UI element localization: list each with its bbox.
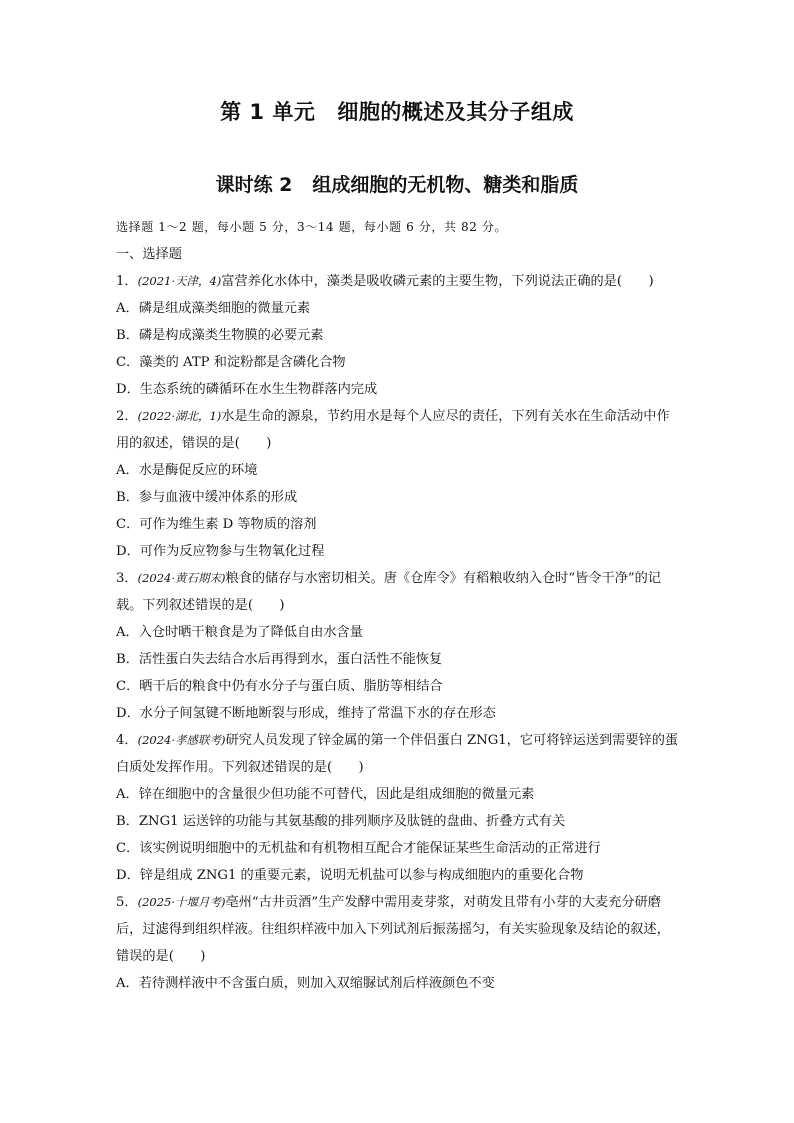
question-number: 5．	[116, 895, 138, 910]
question-number: 3．	[116, 571, 138, 586]
question-source: (2024·孝感联考)	[137, 733, 226, 747]
option-d: D．生态系统的磷循环在水生生物群落内完成	[116, 382, 378, 397]
question-text: 水是生命的源泉，节约用水是每个人应尽的责任，下列有关水在生命活动中作用的叙述，错误的是( )	[116, 409, 670, 451]
question-body	[116, 214, 682, 997]
option-a: A．入仓时晒干粮食是为了降低自由水含量	[116, 625, 363, 640]
option-b: B．活性蛋白失去结合水后再得到水，蛋白活性不能恢复	[116, 652, 443, 667]
question-4	[116, 727, 682, 889]
question-stem	[116, 268, 682, 295]
question-source: (2021·天津，4)	[137, 274, 222, 288]
option-c: C．可作为维生素 D 等物质的溶剂	[116, 517, 317, 532]
question-text: 研究人员发现了锌金属的第一个伴侣蛋白 ZNG1，它可将锌运送到需要锌的蛋白质处发挥作用。下列叙述错误的是( )	[116, 733, 679, 775]
question-5	[116, 889, 682, 997]
option-d: D．锌是组成 ZNG1 的重要元素，说明无机盐可以参与构成细胞内的重要化合物	[116, 868, 584, 883]
option-a: A．水是酶促反应的环境	[116, 463, 258, 478]
option-d: D．可作为反应物参与生物氧化过程	[116, 544, 325, 559]
question-stem	[116, 403, 682, 457]
option-d: D．水分子间氢键不断地断裂与形成，维持了常温下水的存在形态	[116, 706, 496, 721]
section-title: 一、选择题	[116, 247, 182, 262]
unit-prefix: 第 1 单元	[220, 100, 316, 124]
question-2	[116, 403, 682, 565]
option-b: B．磷是构成藻类生物膜的必要元素	[116, 328, 324, 343]
option-b: B．参与血液中缓冲体系的形成	[116, 490, 298, 505]
option-b: B．ZNG1 运送锌的功能与其氨基酸的排列顺序及肽链的盘曲、折叠方式有关	[116, 814, 566, 829]
lesson-topic: 组成细胞的无机物、糖类和脂质	[312, 174, 579, 196]
question-number: 4．	[116, 733, 138, 748]
question-source: (2025·十堰月考)	[137, 895, 226, 909]
question-stem	[116, 889, 682, 970]
option-c: C．晒干后的粮食中仍有水分子与蛋白质、脂肪等相结合	[116, 679, 443, 694]
question-number: 1．	[116, 274, 138, 289]
question-stem	[116, 727, 682, 781]
question-stem	[116, 565, 682, 619]
question-number: 2．	[116, 409, 138, 424]
question-text: 亳州“古井贡酒”生产发酵中需用麦芽浆，对萌发且带有小芽的大麦充分研磨后，过滤得到组织样液。往组织样液中加入下列试剂后振荡摇匀，有关实验现象及结论的叙述，错误的是( )	[116, 895, 670, 964]
option-a: A．磷是组成藻类细胞的微量元素	[116, 301, 311, 316]
question-text: 粮食的储存与水密切相关。唐《仓库令》有稻粮收纳入仓时“皆令干净”的记载。下列叙述错误的是( )	[116, 571, 661, 613]
option-c: C．该实例说明细胞中的无机盐和有机物相互配合才能保证某些生命活动的正常进行	[116, 841, 601, 856]
lesson-title	[0, 170, 794, 197]
question-source: (2024·黄石期末)	[137, 571, 226, 585]
question-1	[116, 268, 682, 403]
scoring-note: 选择题 1～2 题，每小题 5 分，3～14 题，每小题 6 分，共 82 分。	[116, 220, 508, 234]
unit-title	[0, 96, 794, 126]
lesson-prefix: 课时练 2	[215, 174, 293, 196]
question-3	[116, 565, 682, 727]
unit-topic: 细胞的概述及其分子组成	[337, 100, 574, 124]
option-a: A．若待测样液中不含蛋白质，则加入双缩脲试剂后样液颜色不变	[116, 976, 495, 991]
option-c: C．藻类的 ATP 和淀粉都是含磷化合物	[116, 355, 346, 370]
question-source: (2022·湖北，1)	[137, 409, 222, 423]
option-a: A．锌在细胞中的含量很少但功能不可替代，因此是组成细胞的微量元素	[116, 787, 535, 802]
question-text: 富营养化水体中，藻类是吸收磷元素的主要生物，下列说法正确的是( )	[221, 274, 654, 289]
